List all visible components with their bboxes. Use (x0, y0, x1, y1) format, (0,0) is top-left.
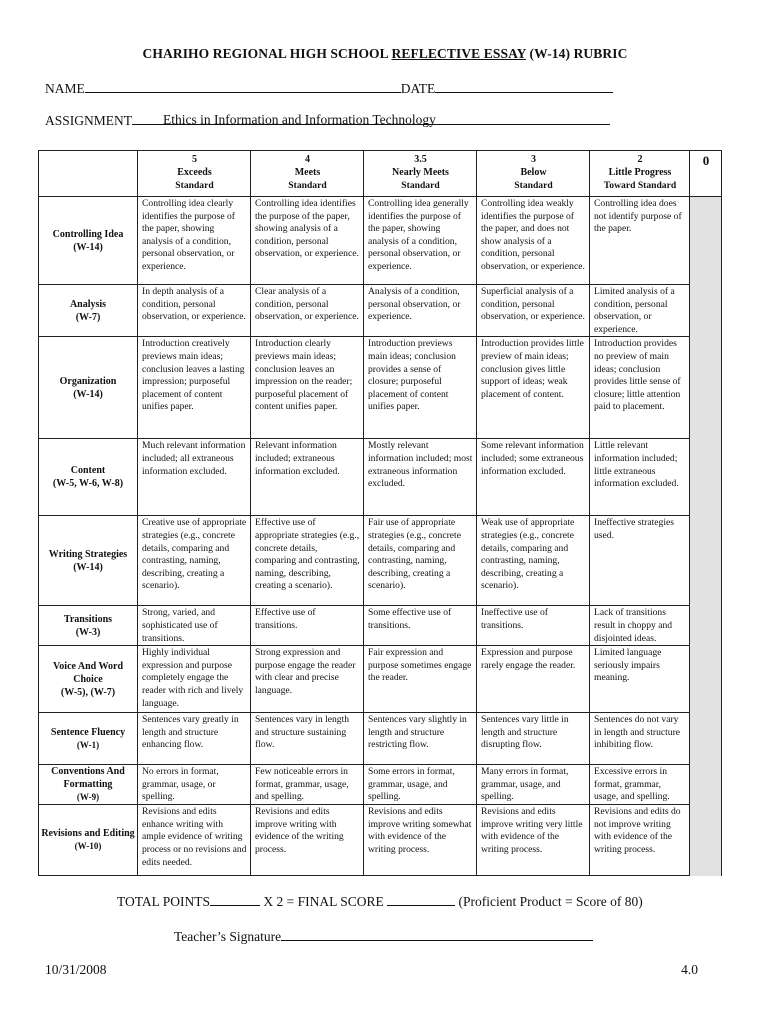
column-header-3: 3 Below Standard (477, 151, 590, 197)
criterion-name: Controlling Idea (52, 228, 124, 240)
criterion-name: Sentence Fluency (50, 726, 126, 738)
descriptor-cell: Sentences vary little in length and structure disrupting flow. (477, 713, 590, 765)
zero-score-cell (690, 606, 722, 646)
criterion-name: Voice And Word Choice (52, 660, 124, 685)
zero-score-cell (690, 285, 722, 337)
date-label: DATE (400, 81, 436, 96)
descriptor-cell: Many errors in format, grammar, usage, and spelling. (477, 765, 590, 805)
document-version: 4.0 (681, 962, 698, 977)
descriptor-cell: Controlling idea does not identify purpose of the paper. (590, 197, 690, 285)
descriptor-cell: Controlling idea weakly identifies the purpose of the paper, and does not show analysis of a condition, personal observation, or experience. (477, 197, 590, 285)
descriptor-cell: Little relevant information included; little extraneous information excluded. (590, 439, 690, 516)
rubric-row (39, 516, 722, 606)
criterion-code: (W-14) (73, 241, 103, 253)
total-points-label: TOTAL POINTS (117, 894, 211, 909)
signature-line (174, 928, 593, 945)
descriptor-cell: Sentences vary greatly in length and structure enhancing flow. (138, 713, 251, 765)
criterion-name: Revisions and Editing (41, 828, 135, 840)
descriptor-cell: Effective use of transitions. (251, 606, 364, 646)
descriptor-cell: Ineffective use of transitions. (477, 606, 590, 646)
descriptor-cell: Sentences vary slightly in length and structure restricting flow. (364, 713, 477, 765)
column-header-4: 4 Meets Standard (251, 151, 364, 197)
descriptor-cell: Expression and purpose rarely engage the reader. (477, 646, 590, 713)
criterion-code: (W-5), (W-7) (60, 686, 116, 698)
descriptor-cell: Introduction creatively previews main ideas; conclusion leaves a lasting impression; purposeful placement of content unifies paper. (138, 337, 251, 439)
descriptor-cell: Introduction provides no preview of main ideas; conclusion provides little sense of closure; little attention paid to placement. (590, 337, 690, 439)
name-label: NAME (45, 81, 85, 96)
proficient-note: (Proficient Product = Score of 80) (458, 894, 643, 909)
descriptor-cell: Some relevant information included; some extraneous information excluded. (477, 439, 590, 516)
descriptor-cell: Fair expression and purpose sometimes engage the reader. (364, 646, 477, 713)
criterion-name: Analysis (69, 298, 107, 310)
descriptor-cell: Limited analysis of a condition, personal observation, or experience. (590, 285, 690, 337)
descriptor-cell: Highly individual expression and purpose completely engage the reader with rich and lively language. (138, 646, 251, 713)
final-score-label: X 2 = FINAL SCORE (263, 894, 384, 909)
criterion-code: (W-3) (75, 626, 101, 638)
final-score-field[interactable] (387, 893, 455, 906)
descriptor-cell: Ineffective strategies used. (590, 516, 690, 606)
descriptor-cell: Some effective use of transitions. (364, 606, 477, 646)
rubric-row (39, 285, 722, 337)
criterion-cell (39, 337, 138, 439)
descriptor-cell: Revisions and edits improve writing with evidence of the writing process. (251, 805, 364, 876)
column-header-3-5: 3.5 Nearly Meets Standard (364, 151, 477, 197)
criterion-code: (W-5, W-6, W-8) (52, 478, 124, 490)
criterion-cell (39, 765, 138, 805)
descriptor-cell: Fair use of appropriate strategies (e.g., concrete details, comparing and contrasting, naming, describing, creating a scenario). (364, 516, 477, 606)
signature-label: Teacher’s Signature (174, 929, 282, 944)
zero-score-cell (690, 439, 722, 516)
descriptor-cell: Superficial analysis of a condition, personal observation, or experience. (477, 285, 590, 337)
descriptor-cell: Controlling idea identifies the purpose of the paper, showing analysis of a condition, personal observation, or experience. (251, 197, 364, 285)
rubric-row (39, 197, 722, 285)
descriptor-cell: Clear analysis of a condition, personal observation, or experience. (251, 285, 364, 337)
descriptor-cell: Controlling idea generally identifies the purpose of the paper, showing analysis of a condition, personal observation, or experience. (364, 197, 477, 285)
criterion-code: (W-1) (76, 739, 100, 750)
descriptor-cell: Analysis of a condition, personal observation, or experience. (364, 285, 477, 337)
rubric-row (39, 337, 722, 439)
column-header-0: 0 (690, 151, 722, 197)
criterion-cell (39, 713, 138, 765)
criterion-code: (W-10) (74, 841, 102, 852)
descriptor-cell: Lack of transitions result in choppy and disjointed ideas. (590, 606, 690, 646)
zero-score-cell (690, 516, 722, 606)
assignment-label: ASSIGNMENT (45, 113, 133, 128)
document-date: 10/31/2008 (45, 962, 107, 977)
descriptor-cell: Some errors in format, grammar, usage, and spelling. (364, 765, 477, 805)
rubric-row (39, 439, 722, 516)
criterion-cell (39, 285, 138, 337)
descriptor-cell: Controlling idea clearly identifies the purpose of the paper, showing analysis of a condition, personal observation, or experience. (138, 197, 251, 285)
descriptor-cell: Limited language seriously impairs meaning. (590, 646, 690, 713)
descriptor-cell: Excessive errors in format, grammar, usage, and spelling. (590, 765, 690, 805)
zero-score-cell (690, 805, 722, 876)
signature-field[interactable] (281, 928, 593, 941)
descriptor-cell: Introduction previews main ideas; conclusion provides a sense of closure; purposeful placement of content unifies paper. (364, 337, 477, 439)
zero-score-cell (690, 765, 722, 805)
descriptor-cell: Effective use of appropriate strategies (e.g., concrete details, comparing and contrasting, naming, describing, creating a scenario). (251, 516, 364, 606)
descriptor-cell: Creative use of appropriate strategies (e.g., concrete details, comparing and contrasting, naming, describing, creating a scenario). (138, 516, 251, 606)
descriptor-cell: Introduction clearly previews main ideas; conclusion leaves an impression on the reader; purposeful placement of content unifies paper. (251, 337, 364, 439)
rubric-row (39, 646, 722, 713)
descriptor-cell: Strong, varied, and sophisticated use of transitions. (138, 606, 251, 646)
descriptor-cell: Much relevant information included; all extraneous information excluded. (138, 439, 251, 516)
criterion-code: (W-14) (73, 388, 103, 400)
rubric-row (39, 805, 722, 876)
zero-score-cell (690, 337, 722, 439)
descriptor-cell: Relevant information included; extraneous information excluded. (251, 439, 364, 516)
criterion-header-cell (39, 151, 138, 197)
total-points-line (117, 893, 643, 910)
rubric-row (39, 765, 722, 805)
descriptor-cell: Weak use of appropriate strategies (e.g., concrete details, comparing and contrasting, naming, describing, creating a scenario). (477, 516, 590, 606)
descriptor-cell: Revisions and edits improve writing somewhat with evidence of the writing process. (364, 805, 477, 876)
criterion-name: Conventions And Formatting (51, 766, 125, 791)
criterion-code: (W-9) (76, 792, 100, 803)
descriptor-cell: No errors in format, grammar, usage, or spelling. (138, 765, 251, 805)
criterion-cell (39, 606, 138, 646)
rubric-body (39, 151, 722, 876)
name-field[interactable] (85, 80, 401, 93)
descriptor-cell: Strong expression and purpose engage the reader with clear and precise language. (251, 646, 364, 713)
descriptor-cell: Sentences vary in length and structure sustaining flow. (251, 713, 364, 765)
criterion-name: Transitions (63, 613, 113, 625)
rubric-title: CHARIHO REGIONAL HIGH SCHOOL REFLECTIVE ESSAY (W-14) RUBRIC (142, 46, 628, 61)
header-row (39, 151, 722, 197)
descriptor-cell: Revisions and edits enhance writing with ample evidence of writing process or no revisions and edits needed. (138, 805, 251, 876)
criterion-cell (39, 439, 138, 516)
criterion-cell (39, 805, 138, 876)
rubric-row (39, 713, 722, 765)
assignment-value: Ethics in Information and Information Technology (163, 112, 436, 127)
rubric-table (38, 150, 722, 876)
descriptor-cell: Mostly relevant information included; most extraneous information excluded. (364, 439, 477, 516)
criterion-code: (W-7) (75, 311, 101, 323)
column-header-5: 5 Exceeds Standard (138, 151, 251, 197)
criterion-cell (39, 516, 138, 606)
zero-score-cell (690, 713, 722, 765)
criterion-name: Organization (59, 375, 117, 387)
descriptor-cell: Few noticeable errors in format, grammar, usage, and spelling. (251, 765, 364, 805)
criterion-cell (39, 197, 138, 285)
descriptor-cell: Sentences do not vary in length and structure inhibiting flow. (590, 713, 690, 765)
name-date-line (45, 80, 613, 97)
criterion-cell (39, 646, 138, 713)
descriptor-cell: In depth analysis of a condition, personal observation, or experience. (138, 285, 251, 337)
descriptor-cell: Revisions and edits improve writing very little with evidence of the writing process. (477, 805, 590, 876)
date-field[interactable] (435, 80, 613, 93)
rubric-row (39, 606, 722, 646)
zero-score-cell (690, 646, 722, 713)
criterion-name: Content (70, 465, 106, 477)
criterion-code: (W-14) (73, 561, 103, 573)
descriptor-cell: Revisions and edits do not improve writing with evidence of the writing process. (590, 805, 690, 876)
column-header-2: 2 Little Progress Toward Standard (590, 151, 690, 197)
criterion-name: Writing Strategies (48, 548, 128, 560)
descriptor-cell: Introduction provides little preview of main ideas; conclusion gives little support of ideas; weak placement of content. (477, 337, 590, 439)
total-points-field[interactable] (210, 893, 260, 906)
zero-score-cell (690, 197, 722, 285)
